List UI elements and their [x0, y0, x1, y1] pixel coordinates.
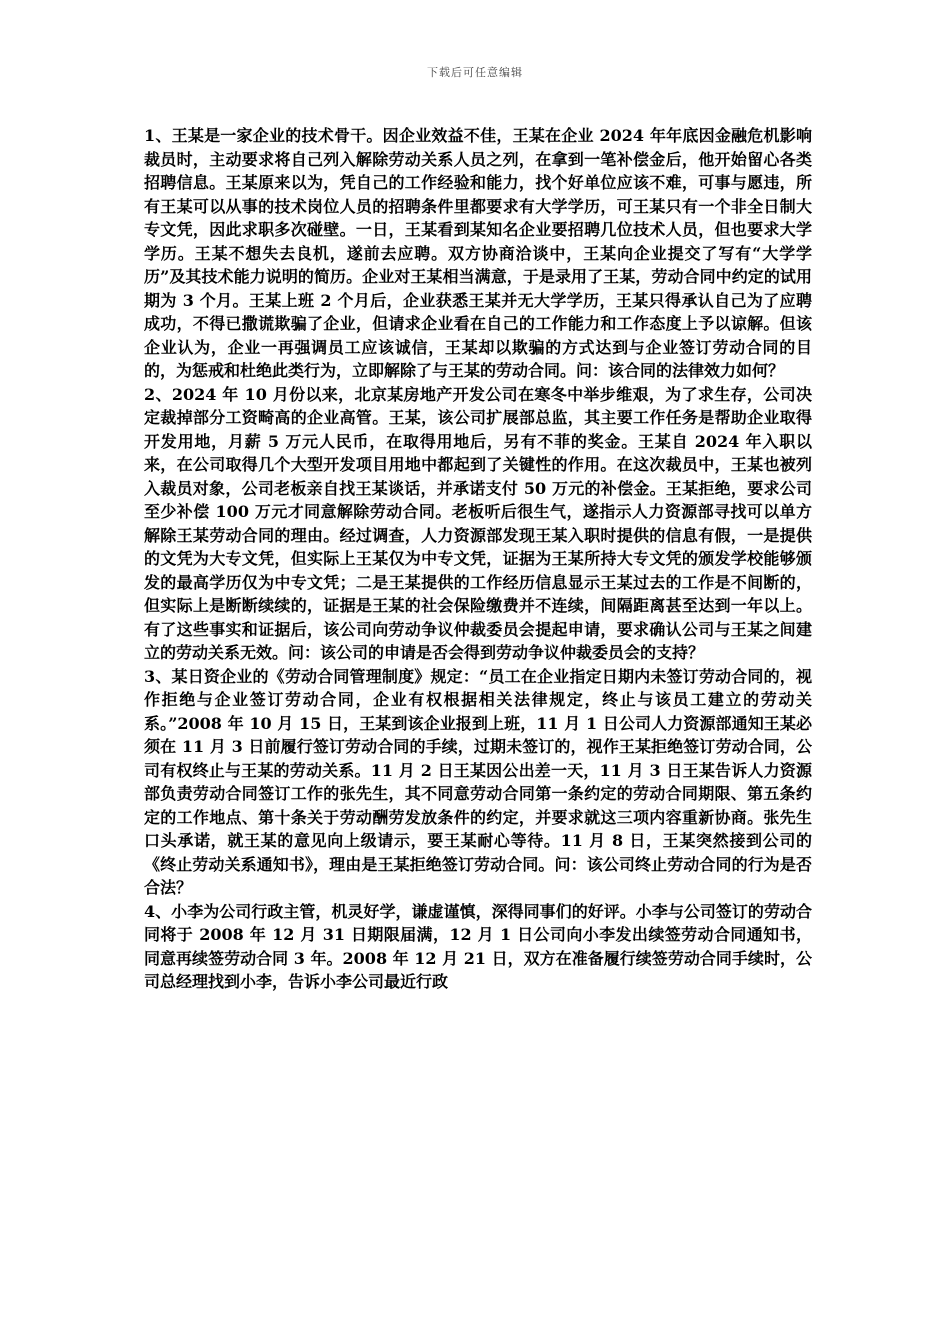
page-header: 下载后可任意编辑 — [427, 66, 523, 79]
case-paragraph-2: 2、2024 年 10 月份以来，北京某房地产开发公司在寒冬中举步维艰，为了求生存，公司决定裁掉部分工资畸高的企业高管。王某，该公司扩展部总监，其主要工作任务是帮助企业取得开发用地，月薪 5 万元人民币，在取得用地后，另有不菲的奖金。王某自 2024 年入职以来，在公司取得几个大型开发项目用地中都起到了关键性的作用。在这次裁员中，王某也被列入裁员对象，公司老板亲自找王某谈话，并承诺支付 50 万元的补偿金。王某拒绝，要求公司至少补偿 100 万元才同意解除劳动合同。老板听后很生气，遂指示人力资源部寻找可以单方解除王某劳动合同的理由。经过调查，人力资源部发现王某入职时提供的信息有假，一是提供的文凭为大专文凭，但实际上王某仅为中专文凭，证据为王某所持大专文凭的颁发学校能够颁发的最高学历仅为中专文凭；二是王某提供的工作经历信息显示王某过去的工作是不间断的，但实际上是断断续续的，证据是王某的社会保险缴费并不连续，间隔距离甚至达到一年以上。有了这些事实和证据后，该公司向劳动争议仲裁委员会提起申请，要求确认公司与王某之间建立的劳动关系无效。问：该公司的申请是否会得到劳动争议仲裁委员会的支持？ — [144, 384, 812, 662]
case-paragraph-4: 4、小李为公司行政主管，机灵好学，谦虚谨慎，深得同事们的好评。小李与公司签订的劳动合同将于 2008 年 12 月 31 日期限届满，12 月 1 日公司向小李发出续签劳动合同通知书，同意再续签劳动合同 3 年。2008 年 12 月 21 日，双方在准备履行续签劳动合同手续时，公司总经理找到小李，告诉小李公司最近行政 — [144, 901, 812, 991]
case-paragraph-1: 1、王某是一家企业的技术骨干。因企业效益不佳，王某在企业 2024 年年底因金融危机影响裁员时，主动要求将自己列入解除劳动关系人员之列，在拿到一笔补偿金后，他开始留心各类招聘信息。王某原来以为，凭自己的工作经验和能力，找个好单位应该不难，可事与愿违，所有王某可以从事的技术岗位人员的招聘条件里都要求有大学学历，可王某只有一个非全日制大专文凭，因此求职多次碰壁。一日，王某看到某知名企业要招聘几位技术人员，但也要求大学学历。王某不想失去良机，遂前去应聘。双方协商洽谈中，王某向企业提交了写有“大学学历”及其技术能力说明的简历。企业对王某相当满意，于是录用了王某，劳动合同中约定的试用期为 3 个月。王某上班 2 个月后，企业获悉王某并无大学学历，王某只得承认自己为了应聘成功，不得已撒谎欺骗了企业，但请求企业看在自己的工作能力和工作态度上予以谅解。但该企业认为，企业一再强调员工应该诚信，王某却以欺骗的方式达到与企业签订劳动合同的目的，为惩戒和杜绝此类行为，立即解除了与王某的劳动合同。问：该合同的法律效力如何？ — [144, 126, 812, 380]
case-paragraph-3: 3、某日资企业的《劳动合同管理制度》规定：“员工在企业指定日期内未签订劳动合同的，视作拒绝与企业签订劳动合同，企业有权根据相关法律规定，终止与该员工建立的劳动关系。”2008 年 10 月 15 日，王某到该企业报到上班，11 月 1 日公司人力资源部通知王某必须在 11 月 3 日前履行签订劳动合同的手续，过期未签订的，视作王某拒绝签订劳动合同，公司有权终止与王某的劳动关系。11 月 2 日王某因公出差一天，11 月 3 日王某告诉人力资源部负责劳动合同签订工作的张先生，其不同意劳动合同第一条约定的劳动合同期限、第五条约定的工作地点、第十条关于劳动酬劳发放条件的约定，并要求就这三项内容重新协商。张先生口头承诺，就王某的意见向上级请示，要王某耐心等待。11 月 8 日，王某突然接到公司的《终止劳动关系通知书》，理由是王某拒绝签订劳动合同。问：该公司终止劳动合同的行为是否合法？ — [144, 666, 812, 897]
document-body — [144, 124, 812, 994]
